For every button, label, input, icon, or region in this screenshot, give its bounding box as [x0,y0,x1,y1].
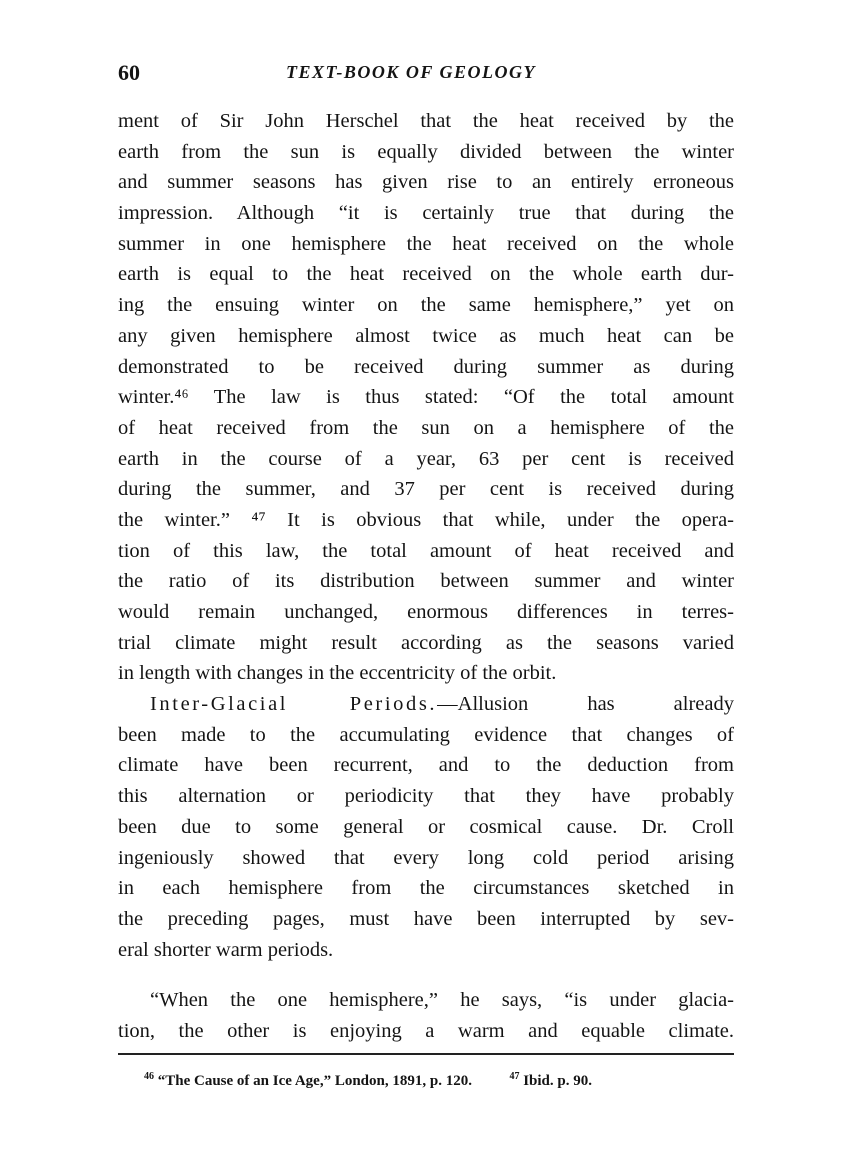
text-line: been made to the accumulating evidence that changes of [118,723,734,746]
running-title: TEXT-BOOK OF GEOLOGY [286,62,537,82]
text-line: and summer seasons has given rise to an entirely erroneous [118,171,734,194]
section-heading: Inter-Glacial Periods. [150,693,438,716]
text-line: during the summer, and 37 per cent is received during [118,478,734,501]
text-line: this alternation or periodicity that they have probably [118,785,734,808]
text-line: trial climate might result according as the seasons varied [118,631,734,654]
page-number: 60 [118,60,140,85]
paragraph-2 [118,689,734,965]
text-line: the preceding pages, must have been interrupted by sev- [118,907,734,930]
text-line: earth in the course of a year, 63 per cent is received [118,447,734,470]
quotation-paragraph [118,985,734,1046]
text-line: earth from the sun is equally divided between the winter [118,140,734,163]
text-line: eral shorter warm periods. [118,938,334,961]
text-line: earth is equal to the heat received on the whole earth dur- [118,263,734,286]
text-line: ment of Sir John Herschel that the heat received by the [118,110,734,132]
text-line: summer in one hemisphere the heat received on the whole [118,232,734,255]
text-line: demonstrated to be received during summer as during [118,355,734,378]
footnote-47-text: Ibid. p. 90. [523,1072,592,1089]
text-line: climate have been recurrent, and to the deduction from [118,754,734,777]
text-line: tion of this law, the total amount of heat received and [118,539,734,562]
footnote-divider [118,1053,734,1055]
text-line: the winter.” ⁴⁷ It is obvious that while, under the opera- [118,508,734,531]
footnotes [118,1071,734,1090]
text-line: ing the ensuing winter on the same hemisphere,” yet on [118,294,734,317]
section-heading-line [118,689,734,720]
text-line: any given hemisphere almost twice as much heat can be [118,324,734,347]
text-line: of heat received from the sun on a hemisphere of the [118,416,734,439]
text-line: impression. Although “it is certainly true that during the [118,202,734,225]
text-line: ingeniously showed that every long cold period arising [118,846,734,869]
text-line: been due to some general or cosmical cause. Dr. Croll [118,815,734,838]
page-header [118,58,734,92]
footnote-marker-46: 46 [144,1070,154,1082]
text-line: tion, the other is enjoying a warm and equable climate. [118,1019,734,1042]
body-text [118,106,734,1047]
text-line: would remain unchanged, enormous differences in terres- [118,601,734,623]
text-line: in each hemisphere from the circumstances sketched in [118,877,734,900]
footnote-marker-47: 47 [509,1070,520,1082]
book-page [118,58,734,1090]
paragraph-1 [118,106,734,689]
text-run: —Allusion has already [437,693,734,716]
text-line: in length with changes in the eccentricity of the orbit. [118,662,557,685]
text-line: the ratio of its distribution between summer and winter [118,570,734,593]
text-line: winter.⁴⁶ The law is thus stated: “Of the total amount [118,386,734,409]
text-line: “When the one hemisphere,” he says, “is under glacia- [150,989,734,1012]
footnote-46-text: “The Cause of an Ice Age,” London, 1891, p. 120. [157,1072,472,1089]
